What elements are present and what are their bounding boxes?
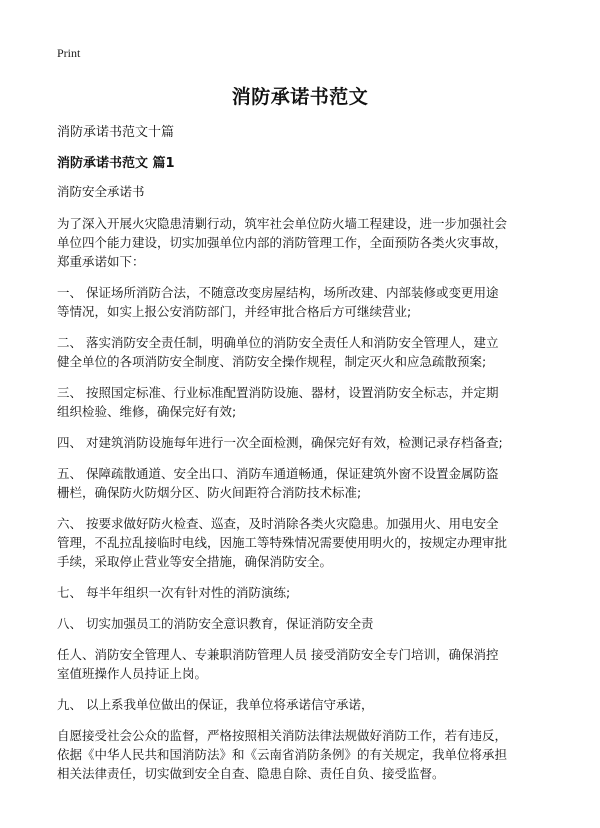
body-paragraph: 六、 按要求做好防火检查、巡查，及时消除各类火灾隐患。加强用火、用电安全 管理，不乱拉乱接临时电线，因施工等特殊情况需要使用明火的，按规定办理审批 手续，采取停止营业等安全措施，确保消防安全。 <box>57 516 508 569</box>
body-paragraph: 消防安全承诺书 <box>57 184 145 199</box>
body-paragraph: 任人、消防安全管理人、专兼职消防管理人员 接受消防安全专门培训，确保消控 室值班操作人员持证上岗。 <box>57 647 499 681</box>
body-paragraph: 三、 按照国定标准、行业标准配置消防设施、器材，设置消防安全标志，并定期 组织检验、维修，确保完好有效; <box>57 385 499 419</box>
body-paragraph: 自愿接受社会公众的监督，严格按照相关消防法律法规做好消防工作，若有违反， 依据《中华人民共和国消防法》和《云南省消防条例》的有关规定，我单位将承担 相关法律责任，切实做到安全自查、隐患自除、责任自负、接受监督。 <box>57 728 508 781</box>
section-heading: 消防承诺书范文 篇1 <box>57 156 175 171</box>
body-paragraph: 五、 保障疏散通道、安全出口、消防车通道畅通，保证建筑外窗不设置金属防盗 栅栏，确保防火防烟分区、防火间距符合消防技术标准; <box>57 466 499 500</box>
document-body <box>57 182 547 795</box>
body-paragraph: 四、 对建筑消防设施每年进行一次全面检测，确保完好有效，检测记录存档备查; <box>57 435 503 450</box>
body-paragraph: 七、 每半年组织一次有针对性的消防演练; <box>57 585 291 600</box>
body-paragraph: 为了深入开展火灾隐患清剿行动，筑牢社会单位防火墙工程建设，进一步加强社会 单位四个能力建设，切实加强单位内部的消防管理工作，全面预防各类火灾事故， 郑重承诺如下： <box>57 216 508 269</box>
body-paragraph: 九、 以上系我单位做出的保证，我单位将承诺信守承诺， <box>57 697 374 712</box>
print-link[interactable]: Print <box>57 46 81 60</box>
body-paragraph: 二、 落实消防安全责任制，明确单位的消防安全责任人和消防安全管理人，建立 健全单位的各项消防安全制度、消防安全操作规程，制定灭火和应急疏散预案; <box>57 335 499 369</box>
document-subtitle: 消防承诺书范文十篇 <box>57 125 175 140</box>
document-title: 消防承诺书范文 <box>231 86 369 108</box>
body-paragraph: 八、 切实加强员工的消防安全意识教育，保证消防安全责 <box>57 616 374 631</box>
body-paragraph: 一、 保证场所消防合法，不随意改变房屋结构，场所改建、内部装修或变更用途 等情况，如实上报公安消防部门，并经审批合格后方可继续营业; <box>57 285 499 319</box>
